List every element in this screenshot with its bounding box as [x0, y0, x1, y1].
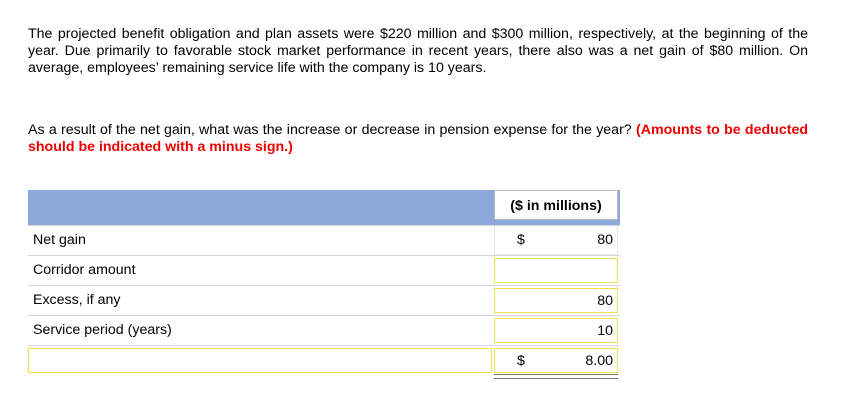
corridor-amount-input[interactable]: [494, 258, 618, 283]
row-label: Corridor amount: [33, 262, 136, 278]
question-text: As a result of the net gain, what was the increase or decrease in pension expense for the year?: [28, 122, 632, 138]
double-underline: [494, 374, 618, 379]
corridor-amount-cell: [494, 256, 618, 285]
excess-amount-cell: [494, 286, 618, 315]
table-row-net-gain: [28, 225, 620, 256]
row-label: Excess, if any: [33, 292, 121, 308]
currency-symbol: $: [517, 232, 525, 248]
column-header: ($ in millions): [494, 190, 618, 220]
pension-expense-table: [28, 190, 620, 375]
currency-symbol: $: [517, 353, 525, 369]
service-period-input[interactable]: [494, 318, 618, 343]
excess-value: 80: [597, 293, 613, 309]
net-gain-value: 80: [597, 232, 613, 248]
table-row-result: [28, 346, 620, 375]
problem-question: [28, 122, 808, 156]
table-row-excess: [28, 286, 620, 316]
row-label: Service period (years): [33, 322, 172, 338]
table-row-corridor: [28, 256, 620, 286]
result-amount-cell: [494, 346, 618, 375]
result-value: 8.00: [585, 353, 613, 369]
service-period-cell: [494, 316, 618, 345]
table-header-row: [28, 190, 620, 225]
problem-intro: The projected benefit obligation and plan assets were $220 million and $300 million, respectively, at the beginning of the year. Due primarily to favorable stock market performance in recent years, there also was a net gain of $80 million. On average, employees’ remaining service life with the company is 10 years.: [28, 26, 808, 76]
table-row-service-period: [28, 316, 620, 346]
result-label-input[interactable]: [28, 348, 492, 373]
minus-sign-instruction: (Amounts to be deducted should be indicated with a minus sign.): [28, 122, 808, 155]
row-label: Net gain: [33, 232, 86, 248]
net-gain-amount: [494, 226, 618, 255]
result-amount-input[interactable]: [494, 348, 618, 373]
excess-amount-input[interactable]: [494, 288, 618, 313]
service-period-value: 10: [597, 323, 613, 339]
